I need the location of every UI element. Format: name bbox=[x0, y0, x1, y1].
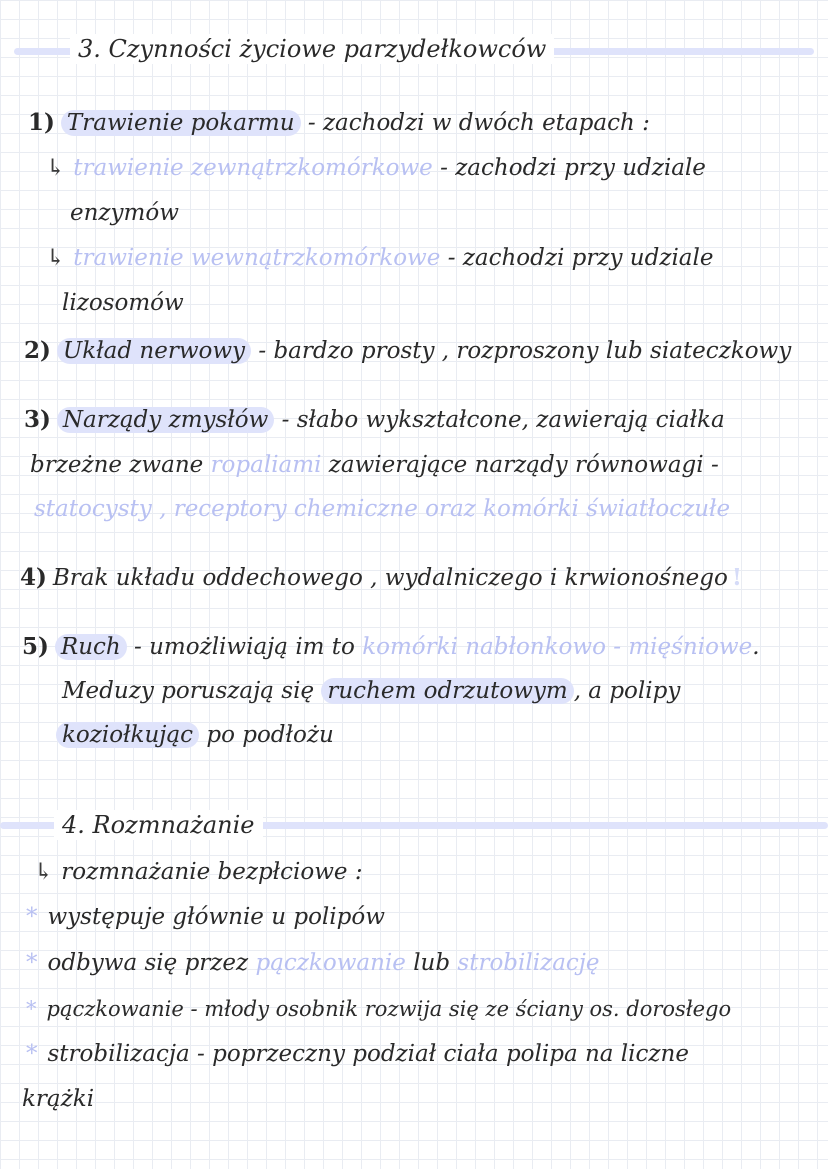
item-5-line-2 bbox=[62, 676, 680, 706]
item-1-sub-2 bbox=[46, 243, 713, 273]
item-2-number: 2) bbox=[24, 337, 51, 364]
bullet-2-text-a: odbywa się przez bbox=[47, 950, 249, 976]
bullet-2 bbox=[26, 948, 600, 978]
item-3-title: Narządy zmysłów bbox=[57, 407, 274, 433]
arrow-icon: ↳ bbox=[34, 859, 54, 885]
item-5-title: Ruch bbox=[55, 634, 127, 660]
term-budding: pączkowanie bbox=[255, 950, 406, 976]
term-ropalia: ropaliami bbox=[210, 452, 322, 478]
bullet-4-continuation: krążki bbox=[22, 1086, 95, 1112]
section-4-heading: 4. Rozmnażanie bbox=[54, 810, 263, 840]
bullet-3 bbox=[26, 994, 731, 1024]
item-5-line-3-text: po podłożu bbox=[206, 722, 334, 748]
item-3-line-3-text: statocysty , receptory chemiczne oraz komórki światłoczułe bbox=[34, 496, 731, 522]
term-somersaulting: koziołkując bbox=[56, 722, 199, 748]
term-epitheliomuscular-cells: komórki nabłonkowo - mięśniowe bbox=[362, 634, 753, 660]
item-3-line-2-text-a: brzeżne zwane bbox=[30, 452, 204, 478]
item-5-line-2-text-b: , a polipy bbox=[573, 678, 681, 704]
asexual-reproduction-label: rozmnażanie bezpłciowe : bbox=[61, 859, 363, 885]
term-extracellular-digestion: trawienie zewnątrzkomórkowe bbox=[73, 155, 433, 181]
item-4-number: 4) bbox=[20, 564, 47, 591]
item-1-line bbox=[28, 108, 650, 138]
item-2-line bbox=[24, 336, 791, 366]
item-1-sub-1-continuation: enzymów bbox=[70, 200, 179, 226]
asterisk-icon: * bbox=[26, 997, 37, 1021]
item-3-line-2 bbox=[30, 450, 719, 480]
bullet-1-text: występuje głównie u polipów bbox=[47, 904, 385, 930]
term-intracellular-digestion: trawienie wewnątrzkomórkowe bbox=[73, 245, 441, 271]
term-strobilation: strobilizację bbox=[457, 950, 600, 976]
asterisk-icon: * bbox=[26, 904, 38, 930]
bullet-2-text-b: lub bbox=[413, 950, 451, 976]
arrow-icon: ↳ bbox=[46, 155, 66, 181]
asexual-reproduction-title bbox=[34, 857, 363, 887]
bullet-4-cont bbox=[22, 1084, 94, 1114]
term-jet-propulsion: ruchem odrzutowym bbox=[321, 678, 573, 704]
item-2-title: Układ nerwowy bbox=[57, 338, 251, 364]
item-4-text: Brak układu oddechowego , wydalniczego i krwionośnego bbox=[52, 565, 728, 591]
item-2-text: - bardzo prosty , rozproszony lub siateczkowy bbox=[258, 338, 792, 364]
bullet-4 bbox=[26, 1039, 689, 1069]
bullet-3-text: pączkowanie - młody osobnik rozwija się ze ściany os. dorosłego bbox=[46, 997, 732, 1021]
item-5-text-b: . bbox=[752, 634, 760, 660]
item-1-sub-1 bbox=[46, 153, 706, 183]
item-3-text: - słabo wykształcone, zawierają ciałka bbox=[281, 407, 725, 433]
arrow-icon: ↳ bbox=[46, 245, 66, 271]
section-3-heading: 3. Czynności życiowe parzydełkowców bbox=[70, 34, 554, 64]
bullet-4-text: strobilizacja - poprzeczny podział ciała polipa na liczne bbox=[47, 1041, 689, 1067]
item-1-sub-1-text: - zachodzi przy udziale bbox=[440, 155, 706, 181]
item-1-sub-2-continuation: lizosomów bbox=[62, 290, 184, 316]
item-5-line-3 bbox=[56, 720, 334, 750]
item-3-line-2-text-b: zawierające narządy równowagi - bbox=[328, 452, 719, 478]
exclamation-mark-icon: ! bbox=[731, 564, 742, 591]
bullet-1 bbox=[26, 902, 385, 932]
item-1-sub-2-text: - zachodzi przy udziale bbox=[447, 245, 714, 271]
item-1-number: 1) bbox=[28, 109, 55, 136]
item-1-title: Trawienie pokarmu bbox=[61, 110, 301, 136]
item-4-line bbox=[20, 563, 742, 593]
item-5-number: 5) bbox=[22, 633, 49, 660]
item-1-sub-1-cont bbox=[70, 198, 179, 228]
item-3-number: 3) bbox=[24, 406, 51, 433]
item-1-sub-2-cont bbox=[62, 288, 184, 318]
asterisk-icon: * bbox=[26, 950, 38, 976]
item-3-line bbox=[24, 405, 725, 435]
item-5-text-a: - umożliwiają im to bbox=[134, 634, 355, 660]
item-1-text: - zachodzi w dwóch etapach : bbox=[307, 110, 650, 136]
item-3-line-3 bbox=[34, 494, 730, 524]
item-5-line-2-text-a: Meduzy poruszają się bbox=[62, 678, 315, 704]
item-5-line bbox=[22, 632, 760, 662]
asterisk-icon: * bbox=[26, 1041, 38, 1067]
